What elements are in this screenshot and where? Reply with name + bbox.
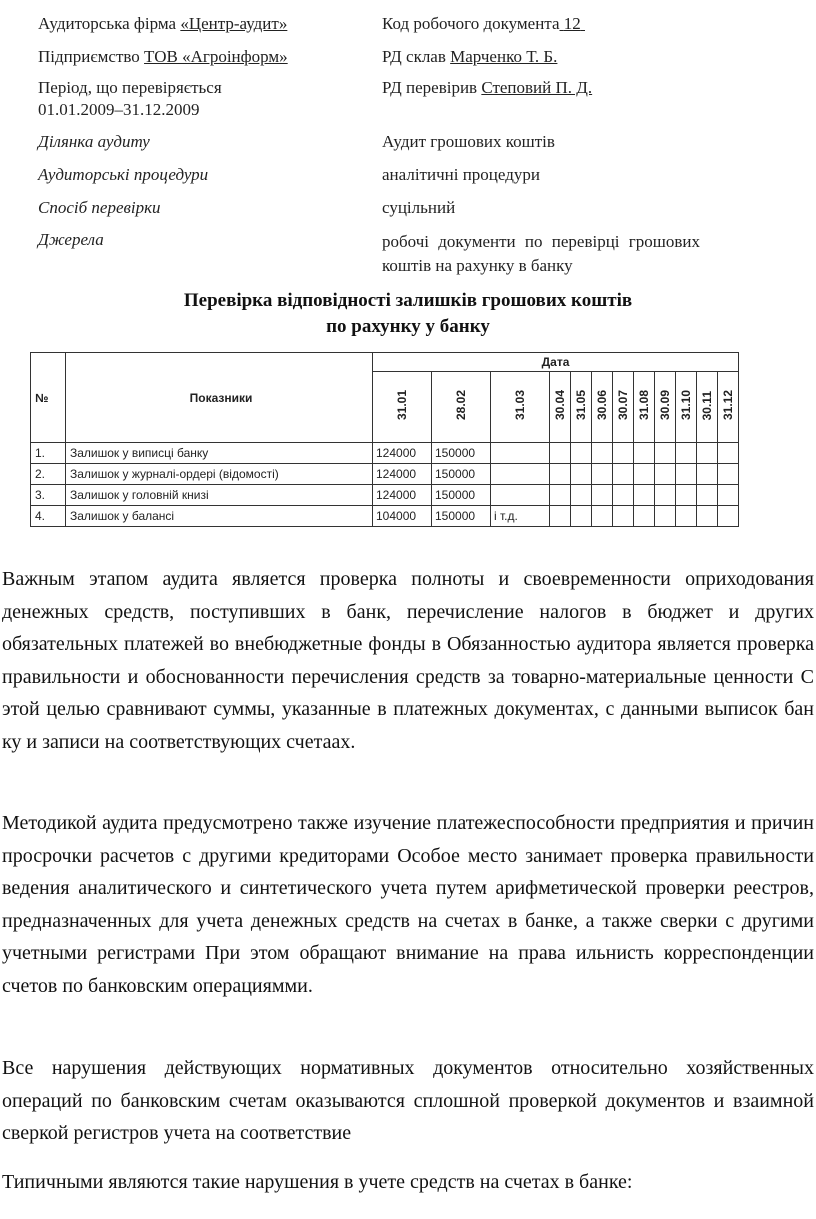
row-number: 2.	[31, 464, 66, 485]
table-cell	[634, 464, 655, 485]
date-header-cell	[613, 372, 634, 443]
table-row	[31, 485, 739, 506]
doc-title-line2: по рахунку у банку	[326, 316, 490, 337]
date-header-cell	[550, 372, 571, 443]
date-header-cell	[634, 372, 655, 443]
date-label: 30.07	[616, 390, 630, 421]
paragraph: Методикой аудита предусмотрено также изучение платежеспособности предприятия и причин просрочки расчетов с другими кредиторами Особое место занимает проверка правильности ведения аналитического и синтетического учета путем арифметической проверки реестров, предназначенных для учета денежных средств на счетах в банке, а также сверки с другими учетными регистрами При этом обращают внимание на права ильнисть корреспонденции счетов по банковским операциямми.	[2, 812, 814, 997]
audit-area-label: Ділянка аудиту	[38, 132, 150, 151]
row-indicator: Залишок у балансі	[66, 506, 373, 527]
table-cell	[676, 506, 697, 527]
audit-area-value: Аудит грошових коштів	[382, 132, 555, 151]
table-cell	[571, 443, 592, 464]
table-cell	[718, 443, 739, 464]
period-value: 01.01.2009–31.12.2009	[38, 100, 200, 119]
table-cell	[550, 485, 571, 506]
date-label: 28.02	[454, 390, 468, 421]
table-cell	[571, 506, 592, 527]
table-cell	[592, 443, 613, 464]
table-cell	[655, 443, 676, 464]
table-cell: 104000	[373, 506, 432, 527]
doc-title-line1: Перевірка відповідності залишків грошових коштів	[183, 290, 633, 311]
date-header-cell	[655, 372, 676, 443]
enterprise-value: ТОВ «Агроінформ»	[144, 47, 288, 66]
doc-code-line	[382, 14, 585, 34]
table-row	[31, 506, 739, 527]
paragraph: Все нарушения действующих нормативных документов относительно хозяйственных операций по банковским счетам оказываются сплошной проверкой документов и взаимной сверкой регистров учета на соответствие	[2, 1057, 814, 1144]
table-cell	[491, 464, 550, 485]
table-cell	[655, 464, 676, 485]
table-cell	[613, 443, 634, 464]
audit-firm-value: «Центр-аудит»	[180, 14, 288, 33]
table-cell: 150000	[432, 464, 491, 485]
row-number: 4.	[31, 506, 66, 527]
row-number: 1.	[31, 443, 66, 464]
sources-label: Джерела	[38, 230, 104, 249]
row-number: 3.	[31, 485, 66, 506]
table-cell	[634, 506, 655, 527]
sources-value: робочі документи по перевірці грошових коштів на рахунку в банку	[382, 232, 700, 275]
table-cell	[592, 506, 613, 527]
table-cell	[697, 485, 718, 506]
paragraph: Важным этапом аудита является проверка полноты и своевременности оприходования денежных средств, поступивших в банк, перечисление налогов в бюджет и других обязательных платежей во внебюджетные фонды в Обязанностью аудитора является проверка правильности и обоснованности перечисления средств за товарно-материальные ценности С этой целью сравнивают суммы, указанные в платежных документах, с данными выписок бан ку и записи на соответствующих счетаах.	[2, 568, 814, 753]
row-indicator: Залишок у журналі-ордері (відомості)	[66, 464, 373, 485]
enterprise-label: Підприємство	[38, 47, 145, 66]
table-cell	[491, 443, 550, 464]
date-label: 30.09	[658, 390, 672, 421]
table-cell	[592, 464, 613, 485]
date-label: 31.10	[679, 390, 693, 421]
composed-line	[382, 47, 557, 67]
table-cell: 150000	[432, 485, 491, 506]
row-indicator: Залишок у головній книзі	[66, 485, 373, 506]
doc-code-label: Код робочого документа	[382, 14, 560, 33]
date-label: 30.04	[553, 390, 567, 421]
table-cell	[592, 485, 613, 506]
table-cell	[613, 464, 634, 485]
date-header-cell	[718, 372, 739, 443]
table-cell	[655, 485, 676, 506]
col-indicators-header: Показники	[66, 353, 373, 443]
table-cell: 124000	[373, 464, 432, 485]
checked-label: РД перевірив	[382, 78, 482, 97]
date-label: 30.11	[700, 390, 714, 421]
check-method-label: Спосіб перевірки	[38, 198, 161, 217]
audit-firm-label: Аудиторська фірма	[38, 14, 181, 33]
col-date-header: Дата	[373, 353, 739, 372]
checked-line	[382, 78, 592, 98]
table-cell	[571, 485, 592, 506]
audit-firm-line	[38, 14, 287, 34]
composed-label: РД склав	[382, 47, 451, 66]
table-cell: 150000	[432, 443, 491, 464]
date-label: 31.08	[637, 390, 651, 421]
table-cell	[655, 506, 676, 527]
table-cell	[697, 464, 718, 485]
audit-procedures-label: Аудиторські процедури	[38, 165, 209, 184]
table-cell: 150000	[432, 506, 491, 527]
date-header-cell	[491, 372, 550, 443]
table-cell	[613, 506, 634, 527]
composed-value: Марченко Т. Б.	[450, 47, 558, 66]
table-cell	[718, 506, 739, 527]
table-cell	[697, 443, 718, 464]
table-cell: 124000	[373, 443, 432, 464]
table-cell	[676, 485, 697, 506]
table-cell	[613, 485, 634, 506]
date-label: 31.12	[721, 390, 735, 421]
table-row	[31, 443, 739, 464]
date-header-cell	[432, 372, 491, 443]
table-cell	[697, 506, 718, 527]
date-label: 31.03	[513, 390, 527, 421]
table-cell	[676, 443, 697, 464]
checked-value: Степовий П. Д.	[481, 78, 593, 97]
table-cell	[491, 485, 550, 506]
table-cell: 124000	[373, 485, 432, 506]
table-cell	[634, 443, 655, 464]
table-row	[31, 464, 739, 485]
check-method-value: суцільний	[382, 198, 456, 217]
scanned-working-document	[0, 0, 816, 550]
table-cell	[634, 485, 655, 506]
date-header-cell	[676, 372, 697, 443]
table-cell	[718, 464, 739, 485]
table-cell	[550, 506, 571, 527]
period-label: Період, що перевіряється	[38, 78, 222, 97]
table-cell	[718, 485, 739, 506]
doc-code-value: 12	[563, 14, 581, 33]
date-header-cell	[697, 372, 718, 443]
enterprise-line	[38, 47, 288, 67]
table-cell: і т.д.	[491, 506, 550, 527]
col-number-header: №	[31, 353, 66, 443]
table-cell	[550, 443, 571, 464]
row-indicator: Залишок у виписці банку	[66, 443, 373, 464]
date-header-cell	[592, 372, 613, 443]
balance-check-table	[30, 352, 739, 527]
date-header-cell	[571, 372, 592, 443]
table-cell	[550, 464, 571, 485]
audit-procedures-value: аналітичні процедури	[382, 165, 540, 184]
table-cell	[571, 464, 592, 485]
date-label: 31.01	[395, 390, 409, 421]
table-cell	[676, 464, 697, 485]
paragraph: Типичными являются такие нарушения в учете средств на счетах в банке:	[2, 1171, 633, 1193]
date-label: 31.05	[574, 390, 588, 421]
date-label: 30.06	[595, 390, 609, 421]
date-header-cell	[373, 372, 432, 443]
